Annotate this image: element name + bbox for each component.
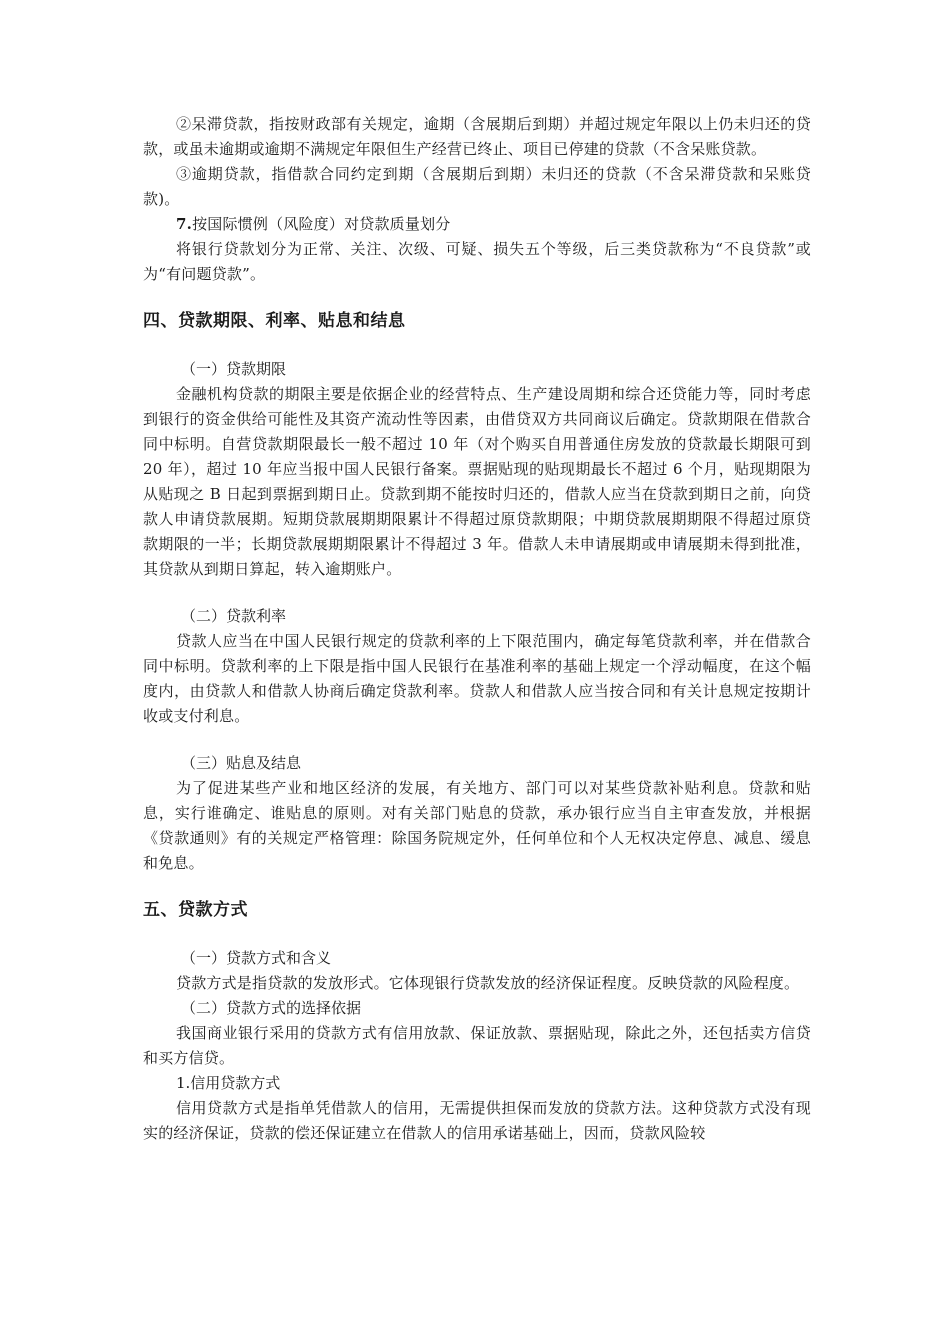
item-number: 7. bbox=[176, 215, 193, 233]
subheading-loan-method-basis: （二）贷款方式的选择依据 bbox=[181, 999, 362, 1017]
paragraph-five-grades: 将银行贷款划分为正常、关注、次级、可疑、损失五个等级，后三类贷款称为“不良贷款”或为“有问题贷款”。 bbox=[143, 240, 811, 283]
section-heading-loan-methods: 五、贷款方式 bbox=[143, 900, 248, 920]
paragraph-loan-period: 金融机构贷款的期限主要是依据企业的经营特点、生产建设周期和综合还贷能力等，同时考虑到银行的资金供给可能性及其资产流动性等因素，由借贷双方共同商议后确定。贷款期限在借款合同中标明。自营贷款期限最长一般不超过 10 年（对个购买自用普通住房发放的贷款最长期限可到 20 年），超过 10 年应当报中国人民银行备案。票据贴现的贴现期最长不超过 6 个月，贴现期限为从贴现之 B 日起到票据到期日止。贷款到期不能按时归还的，借款人应当在贷款到期日之前，向贷款人申请贷款展期。短期贷款展期期限累计不得超过原贷款期限；中期贷款展期期限不得超过原贷款期限的一半；长期贷款展期期限累计不得超过 3 年。借款人未申请展期或申请展期未得到批准，其贷款从到期日算起，转入逾期账户。 bbox=[143, 385, 811, 578]
paragraph-loan-interest-rate: 贷款人应当在中国人民银行规定的贷款利率的上下限范围内，确定每笔贷款利率，并在借款合同中标明。贷款利率的上下限是指中国人民银行在基准利率的基础上规定一个浮动幅度，在这个幅度内，由贷款人和借款人协商后确定贷款利率。贷款人和借款人应当按合同和有关计息规定按期计收或支付利息。 bbox=[143, 632, 811, 725]
section-heading-loan-terms: 四、贷款期限、利率、贴息和结息 bbox=[143, 311, 406, 331]
subheading-subsidy-settlement: （三）贴息及结息 bbox=[181, 754, 302, 772]
item-title: 按国际惯例（风险度）对贷款质量划分 bbox=[192, 215, 451, 233]
paragraph-loan-method-basis: 我国商业银行采用的贷款方式有信用放款、保证放款、票据贴现，除此之外，还包括卖方信贷和买方信贷。 bbox=[143, 1024, 811, 1067]
paragraph-stagnant-loans: ②呆滞贷款，指按财政部有关规定，逾期（含展期后到期）并超过规定年限以上仍未归还的贷款，或虽未逾期或逾期不满规定年限但生产经营已终止、项目已停建的贷款（不含呆账贷款。 bbox=[143, 115, 811, 158]
paragraph-loan-method-meaning: 贷款方式是指贷款的发放形式。它体现银行贷款发放的经济保证程度。反映贷款的风险程度。 bbox=[176, 974, 800, 992]
document-page bbox=[143, 112, 811, 1146]
paragraph-overdue-loans: ③逾期贷款，指借款合同约定到期（含展期后到期）未归还的贷款（不含呆滞贷款和呆账贷款)。 bbox=[143, 165, 811, 208]
paragraph-risk-classification-title bbox=[143, 212, 811, 237]
subheading-credit-loan: 1.信用贷款方式 bbox=[176, 1074, 281, 1092]
paragraph-credit-loan: 信用贷款方式是指单凭借款人的信用，无需提供担保而发放的贷款方法。这种贷款方式没有现实的经济保证，贷款的偿还保证建立在借款人的信用承诺基础上，因而，贷款风险较 bbox=[143, 1099, 811, 1142]
subheading-loan-period: （一）贷款期限 bbox=[181, 360, 287, 378]
paragraph-subsidy-settlement: 为了促进某些产业和地区经济的发展，有关地方、部门可以对某些贷款补贴利息。贷款和贴息，实行谁确定、谁贴息的原则。对有关部门贴息的贷款，承办银行应当自主审查发放，并根据《贷款通则》有的关规定严格管理：除国务院规定外，任何单位和个人无权决定停息、减息、缓息和免息。 bbox=[143, 779, 811, 872]
subheading-loan-method-meaning: （一）贷款方式和含义 bbox=[181, 949, 332, 967]
subheading-loan-interest-rate: （二）贷款利率 bbox=[181, 607, 287, 625]
